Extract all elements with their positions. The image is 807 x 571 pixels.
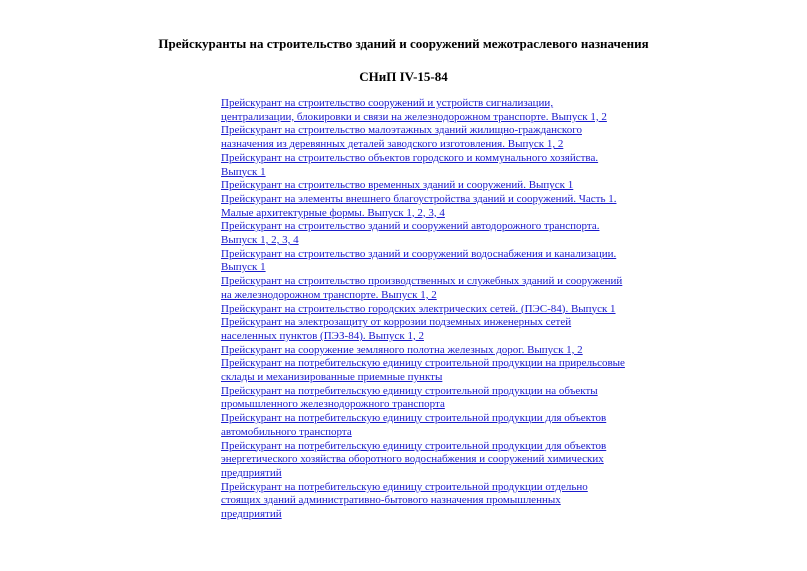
link-text-line: Выпуск 1 <box>221 165 266 178</box>
price-list-link[interactable] <box>221 481 641 522</box>
link-text-line: на железнодорожном транспорте. Выпуск 1, 2 <box>221 288 437 301</box>
price-list-link[interactable] <box>221 152 641 179</box>
price-list-link[interactable] <box>221 179 641 193</box>
list-item <box>221 303 641 317</box>
link-text-line: предприятий <box>221 466 282 479</box>
link-text-line: Прейскурант на строительство производственных и служебных зданий и сооружений <box>221 275 623 288</box>
list-item <box>221 316 641 343</box>
list-item <box>221 440 641 481</box>
list-item <box>221 152 641 179</box>
list-item <box>221 193 641 220</box>
list-item <box>221 385 641 412</box>
link-text-line: населенных пунктов (ПЭЗ-84). Выпуск 1, 2 <box>221 329 424 342</box>
link-text-line: Прейскурант на потребительскую единицу строительной продукции на прирельсовые <box>221 357 625 370</box>
price-list-link[interactable] <box>221 440 641 481</box>
list-item <box>221 344 641 358</box>
link-text-line: Малые архитектурные формы. Выпуск 1, 2, 3, 4 <box>221 206 445 219</box>
link-text-line: склады и механизированные приемные пункты <box>221 371 443 384</box>
price-list-link[interactable] <box>221 412 641 439</box>
link-text-line: Прейскурант на строительство объектов городского и коммунального хозяйства. <box>221 151 599 164</box>
list-item <box>221 97 641 124</box>
link-text-line: автомобильного транспорта <box>221 425 352 438</box>
link-text-line: Прейскурант на строительство малоэтажных зданий жилищно-гражданского <box>221 124 582 137</box>
price-list-link[interactable] <box>221 385 641 412</box>
list-item <box>221 275 641 302</box>
price-list-link[interactable] <box>221 303 641 317</box>
link-text-line: Прейскурант на строительство сооружений и устройств сигнализации, <box>221 97 554 109</box>
price-list-link[interactable] <box>221 193 641 220</box>
link-text-line: Прейскурант на потребительскую единицу строительной продукции для объектов <box>221 412 607 425</box>
list-item <box>221 412 641 439</box>
link-text-line: Выпуск 1 <box>221 261 266 274</box>
link-text-line: энергетического хозяйства оборотного водоснабжения и сооружений химических <box>221 453 604 466</box>
link-text-line: промышленного железнодорожного транспорта <box>221 398 445 411</box>
page-title: Прейскуранты на строительство зданий и сооружений межотраслевого назначения <box>158 36 649 51</box>
price-list-links <box>221 97 641 522</box>
list-item <box>221 248 641 275</box>
list-item <box>221 179 641 193</box>
link-text-line: Прейскурант на строительство городских электрических сетей. (ПЭС-84). Выпуск 1 <box>221 302 616 315</box>
link-text-line: Прейскурант на строительство временных зданий и сооружений. Выпуск 1 <box>221 179 574 192</box>
price-list-link[interactable] <box>221 248 641 275</box>
price-list-link[interactable] <box>221 275 641 302</box>
price-list-link[interactable] <box>221 344 641 358</box>
list-item <box>221 220 641 247</box>
link-text-line: назначения из деревянных деталей заводского изготовления. Выпуск 1, 2 <box>221 138 564 151</box>
link-text-line: Прейскурант на строительство зданий и сооружений автодорожного транспорта. <box>221 220 600 233</box>
link-text-line: стоящих зданий административно-бытового назначения промышленных <box>221 494 561 507</box>
link-text-line: Прейскурант на сооружение земляного полотна железных дорог. Выпуск 1, 2 <box>221 343 583 356</box>
list-item <box>221 357 641 384</box>
price-list-link[interactable] <box>221 220 641 247</box>
link-text-line: Прейскурант на электрозащиту от коррозии подземных инженерных сетей <box>221 316 572 329</box>
link-text-line: Прейскурант на потребительскую единицу строительной продукции отдельно <box>221 480 588 493</box>
link-text-line: Прейскурант на элементы внешнего благоустройства зданий и сооружений. Часть 1. <box>221 192 617 205</box>
link-text-line: Выпуск 1, 2, 3, 4 <box>221 234 299 247</box>
link-text-line: централизации, блокировки и связи на железнодорожном транспорте. Выпуск 1, 2 <box>221 110 607 123</box>
price-list-link[interactable] <box>221 316 641 343</box>
link-text-line: Прейскурант на строительство зданий и сооружений водоснабжения и канализации. <box>221 247 617 260</box>
list-item <box>221 481 641 522</box>
link-text-line: предприятий <box>221 508 282 521</box>
price-list-link[interactable] <box>221 357 641 384</box>
link-text-line: Прейскурант на потребительскую единицу строительной продукции для объектов <box>221 439 607 452</box>
list-item <box>221 124 641 151</box>
price-list-link[interactable] <box>221 124 641 151</box>
link-text-line: Прейскурант на потребительскую единицу строительной продукции на объекты <box>221 384 598 397</box>
price-list-link[interactable] <box>221 97 641 124</box>
document-code: СНиП IV-15-84 <box>359 69 448 84</box>
